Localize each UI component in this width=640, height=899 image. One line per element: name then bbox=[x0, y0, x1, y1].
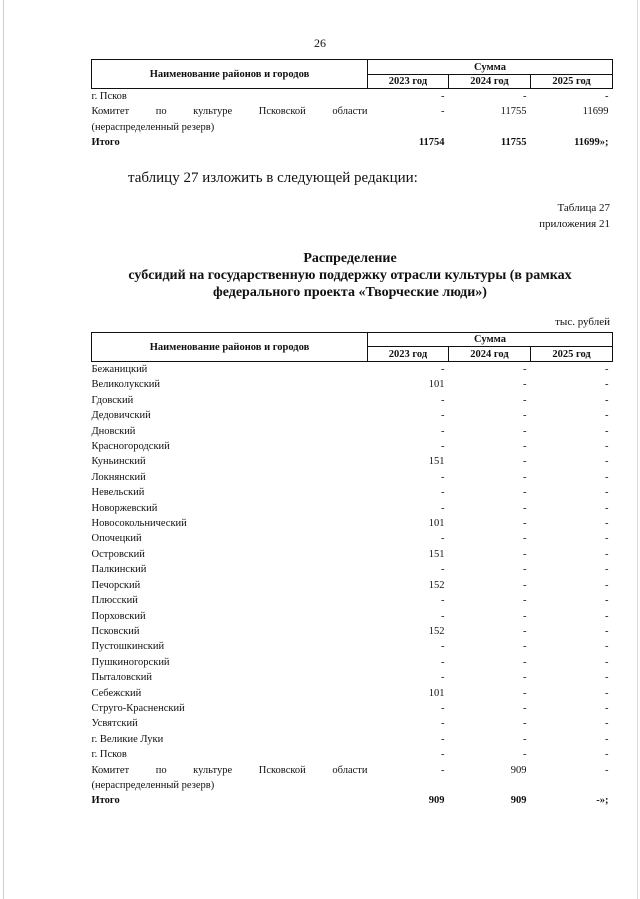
row-name: Дедовичский bbox=[91, 410, 151, 422]
scan-edge-left bbox=[3, 0, 4, 899]
value-2025: - bbox=[605, 425, 609, 437]
table-row bbox=[92, 516, 613, 531]
table-caption bbox=[539, 200, 610, 232]
row-name-line2: (нераспределенный резерв) bbox=[91, 121, 215, 133]
table-row bbox=[92, 377, 613, 392]
value-2024: - bbox=[523, 456, 527, 468]
table-row bbox=[92, 624, 613, 639]
value-2023: - bbox=[441, 764, 445, 776]
value-2025: - bbox=[605, 456, 609, 468]
value-2025: - bbox=[605, 548, 609, 560]
value-2023: - bbox=[441, 672, 445, 684]
value-2023: - bbox=[441, 733, 445, 745]
value-2025: - bbox=[605, 610, 609, 622]
value-2023: 152 bbox=[428, 579, 445, 591]
row-name: Печорский bbox=[91, 579, 141, 591]
value-2023: - bbox=[441, 91, 445, 102]
value-2025: - bbox=[605, 641, 609, 653]
value-2023: 101 bbox=[428, 379, 445, 391]
table-row bbox=[92, 655, 613, 670]
row-name: Гдовский bbox=[91, 394, 134, 406]
column-header-2024: 2024 год bbox=[449, 347, 531, 362]
table-row bbox=[92, 763, 613, 794]
value-2025: - bbox=[605, 702, 609, 714]
value-2025: - bbox=[605, 579, 609, 591]
page-number: 26 bbox=[314, 36, 326, 50]
value-2023: - bbox=[441, 656, 445, 668]
value-2023: - bbox=[441, 610, 445, 622]
total-2025: 11699»; bbox=[574, 137, 609, 149]
value-2023: - bbox=[441, 718, 445, 730]
table-caption-number: Таблица 27 bbox=[557, 202, 610, 214]
value-2025: - bbox=[605, 441, 609, 453]
row-name: Себежский bbox=[91, 687, 142, 699]
value-2023: - bbox=[441, 533, 445, 545]
table-row bbox=[92, 104, 613, 135]
value-2023: - bbox=[441, 394, 445, 406]
value-2023: - bbox=[441, 106, 445, 118]
value-2023: - bbox=[441, 471, 445, 483]
value-2024: 11755 bbox=[500, 106, 527, 118]
scan-edge-right bbox=[637, 0, 638, 899]
title-line-2: субсидий на государственную поддержку отрасли культуры (в рамках bbox=[128, 268, 572, 283]
table-row bbox=[92, 593, 613, 608]
total-label: Итого bbox=[91, 137, 120, 149]
value-2024: - bbox=[523, 610, 527, 622]
column-header-2025: 2025 год bbox=[531, 347, 613, 362]
value-2024: - bbox=[523, 656, 527, 668]
table-row bbox=[92, 424, 613, 439]
value-2024: - bbox=[523, 410, 527, 422]
row-name: Пушкиногорский bbox=[91, 656, 170, 668]
table-row bbox=[92, 716, 613, 731]
amendment-instruction: таблицу 27 изложить в следующей редакции: bbox=[128, 170, 418, 186]
row-name: Псковский bbox=[91, 625, 140, 637]
table-row bbox=[92, 393, 613, 408]
total-2024: 909 bbox=[510, 795, 527, 807]
table-row bbox=[92, 439, 613, 454]
value-2024: - bbox=[523, 394, 527, 406]
table-row bbox=[92, 670, 613, 685]
value-2023: - bbox=[441, 749, 445, 761]
value-2025: - bbox=[605, 394, 609, 406]
total-2023: 11754 bbox=[418, 137, 445, 149]
value-2025: - bbox=[605, 749, 609, 761]
total-label: Итого bbox=[91, 795, 120, 807]
row-name bbox=[92, 104, 368, 135]
row-name: Усвятский bbox=[91, 718, 138, 730]
total-2023: 909 bbox=[428, 795, 445, 807]
row-name: Пустошкинский bbox=[91, 641, 165, 653]
value-2024: - bbox=[523, 364, 527, 375]
value-2024: - bbox=[523, 379, 527, 391]
row-name: г. Псков bbox=[91, 749, 127, 761]
total-row bbox=[92, 793, 613, 808]
title-line-3: федерального проекта «Творческие люди») bbox=[213, 285, 487, 300]
row-name: г. Великие Луки bbox=[91, 733, 164, 745]
value-2024: - bbox=[523, 502, 527, 514]
row-name: Новосокольнический bbox=[91, 518, 187, 530]
table-caption-appendix: приложения 21 bbox=[539, 218, 610, 230]
column-header-sum: Сумма bbox=[368, 60, 613, 75]
title-line-1: Распределение bbox=[303, 251, 397, 266]
table-row bbox=[92, 454, 613, 469]
column-header-2023: 2023 год bbox=[368, 75, 449, 89]
value-2025: - bbox=[605, 518, 609, 530]
row-name: Опочецкий bbox=[91, 533, 142, 545]
table-row bbox=[92, 362, 613, 378]
row-name: Палкинский bbox=[91, 564, 147, 576]
row-name: Струго-Красненский bbox=[91, 702, 185, 714]
value-2025: - bbox=[605, 733, 609, 745]
value-2024: - bbox=[523, 441, 527, 453]
value-2024: - bbox=[523, 749, 527, 761]
row-name: Порховский bbox=[91, 610, 146, 622]
value-2025: - bbox=[605, 672, 609, 684]
row-name: Пыталовский bbox=[91, 672, 152, 684]
value-2025: - bbox=[605, 533, 609, 545]
value-2024: - bbox=[523, 518, 527, 530]
value-2025: - bbox=[605, 379, 609, 391]
value-2023: 101 bbox=[428, 687, 445, 699]
row-name: Невельский bbox=[91, 487, 145, 499]
row-name: Великолукский bbox=[91, 379, 161, 391]
table-row bbox=[92, 732, 613, 747]
table-26-continuation bbox=[91, 59, 613, 151]
value-2024: - bbox=[523, 641, 527, 653]
value-2024: - bbox=[523, 733, 527, 745]
document-title bbox=[80, 250, 620, 301]
column-header-sum: Сумма bbox=[368, 333, 613, 347]
table-row bbox=[92, 485, 613, 500]
table-row bbox=[92, 701, 613, 716]
row-name-line2: (нераспределенный резерв) bbox=[91, 779, 215, 791]
value-2025: - bbox=[605, 364, 609, 375]
value-2024: - bbox=[523, 564, 527, 576]
value-2024: - bbox=[523, 687, 527, 699]
row-name: Бежаницкий bbox=[91, 364, 148, 375]
column-header-name: Наименование районов и городов bbox=[92, 333, 368, 362]
value-2024: - bbox=[523, 548, 527, 560]
value-2025: - bbox=[605, 625, 609, 637]
value-2023: - bbox=[441, 364, 445, 375]
column-header-2025: 2025 год bbox=[531, 75, 613, 89]
value-2025: - bbox=[605, 764, 609, 776]
column-header-2024: 2024 год bbox=[449, 75, 531, 89]
row-name-line1: Комитет по культуре Псковской области bbox=[91, 106, 368, 118]
table-row bbox=[92, 89, 613, 105]
value-2023: - bbox=[441, 702, 445, 714]
value-2023: - bbox=[441, 641, 445, 653]
value-2025: - bbox=[605, 718, 609, 730]
table-row bbox=[92, 531, 613, 546]
row-name: Новоржевский bbox=[91, 502, 158, 514]
table-row bbox=[92, 686, 613, 701]
row-name: Островский bbox=[91, 548, 145, 560]
value-2023: - bbox=[441, 410, 445, 422]
value-2023: - bbox=[441, 564, 445, 576]
value-2025: - bbox=[605, 656, 609, 668]
value-2025: - bbox=[605, 410, 609, 422]
value-2025: 11699 bbox=[582, 106, 609, 118]
total-2025: -»; bbox=[596, 795, 609, 807]
value-2024: - bbox=[523, 533, 527, 545]
table-row bbox=[92, 578, 613, 593]
row-name: г. Псков bbox=[91, 91, 127, 102]
value-2023: 151 bbox=[428, 456, 445, 468]
value-2024: - bbox=[523, 718, 527, 730]
units-label: тыс. рублей bbox=[555, 316, 610, 328]
total-row bbox=[92, 135, 613, 150]
value-2023: 101 bbox=[428, 518, 445, 530]
value-2023: - bbox=[441, 502, 445, 514]
value-2025: - bbox=[605, 564, 609, 576]
row-name: Куньинский bbox=[91, 456, 146, 468]
table-row bbox=[92, 639, 613, 654]
value-2024: - bbox=[523, 471, 527, 483]
value-2023: 151 bbox=[428, 548, 445, 560]
value-2023: - bbox=[441, 487, 445, 499]
row-name: Локнянский bbox=[91, 471, 146, 483]
value-2023: - bbox=[441, 595, 445, 607]
value-2025: - bbox=[605, 487, 609, 499]
value-2025: - bbox=[605, 595, 609, 607]
value-2024: - bbox=[523, 625, 527, 637]
row-name: Красногородский bbox=[91, 441, 170, 453]
total-2024: 11755 bbox=[500, 137, 527, 149]
table-row bbox=[92, 747, 613, 762]
value-2025: - bbox=[605, 502, 609, 514]
value-2023: - bbox=[441, 441, 445, 453]
value-2024: - bbox=[523, 702, 527, 714]
table-row bbox=[92, 562, 613, 577]
column-header-name: Наименование районов и городов bbox=[92, 60, 368, 89]
table-row bbox=[92, 501, 613, 516]
value-2024: - bbox=[523, 672, 527, 684]
value-2025: - bbox=[605, 91, 609, 102]
value-2024: - bbox=[523, 595, 527, 607]
table-row bbox=[92, 470, 613, 485]
row-name: Плюсский bbox=[91, 595, 138, 607]
value-2024: - bbox=[523, 91, 527, 102]
value-2023: - bbox=[441, 425, 445, 437]
value-2024: - bbox=[523, 579, 527, 591]
value-2023: 152 bbox=[428, 625, 445, 637]
value-2025: - bbox=[605, 687, 609, 699]
table-27 bbox=[91, 332, 613, 809]
row-name: Дновский bbox=[91, 425, 136, 437]
value-2024: - bbox=[523, 425, 527, 437]
value-2025: - bbox=[605, 471, 609, 483]
value-2024: 909 bbox=[510, 764, 527, 776]
table-row bbox=[92, 408, 613, 423]
column-header-2023: 2023 год bbox=[368, 347, 449, 362]
row-name bbox=[92, 763, 368, 794]
value-2024: - bbox=[523, 487, 527, 499]
table-row bbox=[92, 547, 613, 562]
table-row bbox=[92, 609, 613, 624]
row-name-line1: Комитет по культуре Псковской области bbox=[91, 764, 368, 776]
